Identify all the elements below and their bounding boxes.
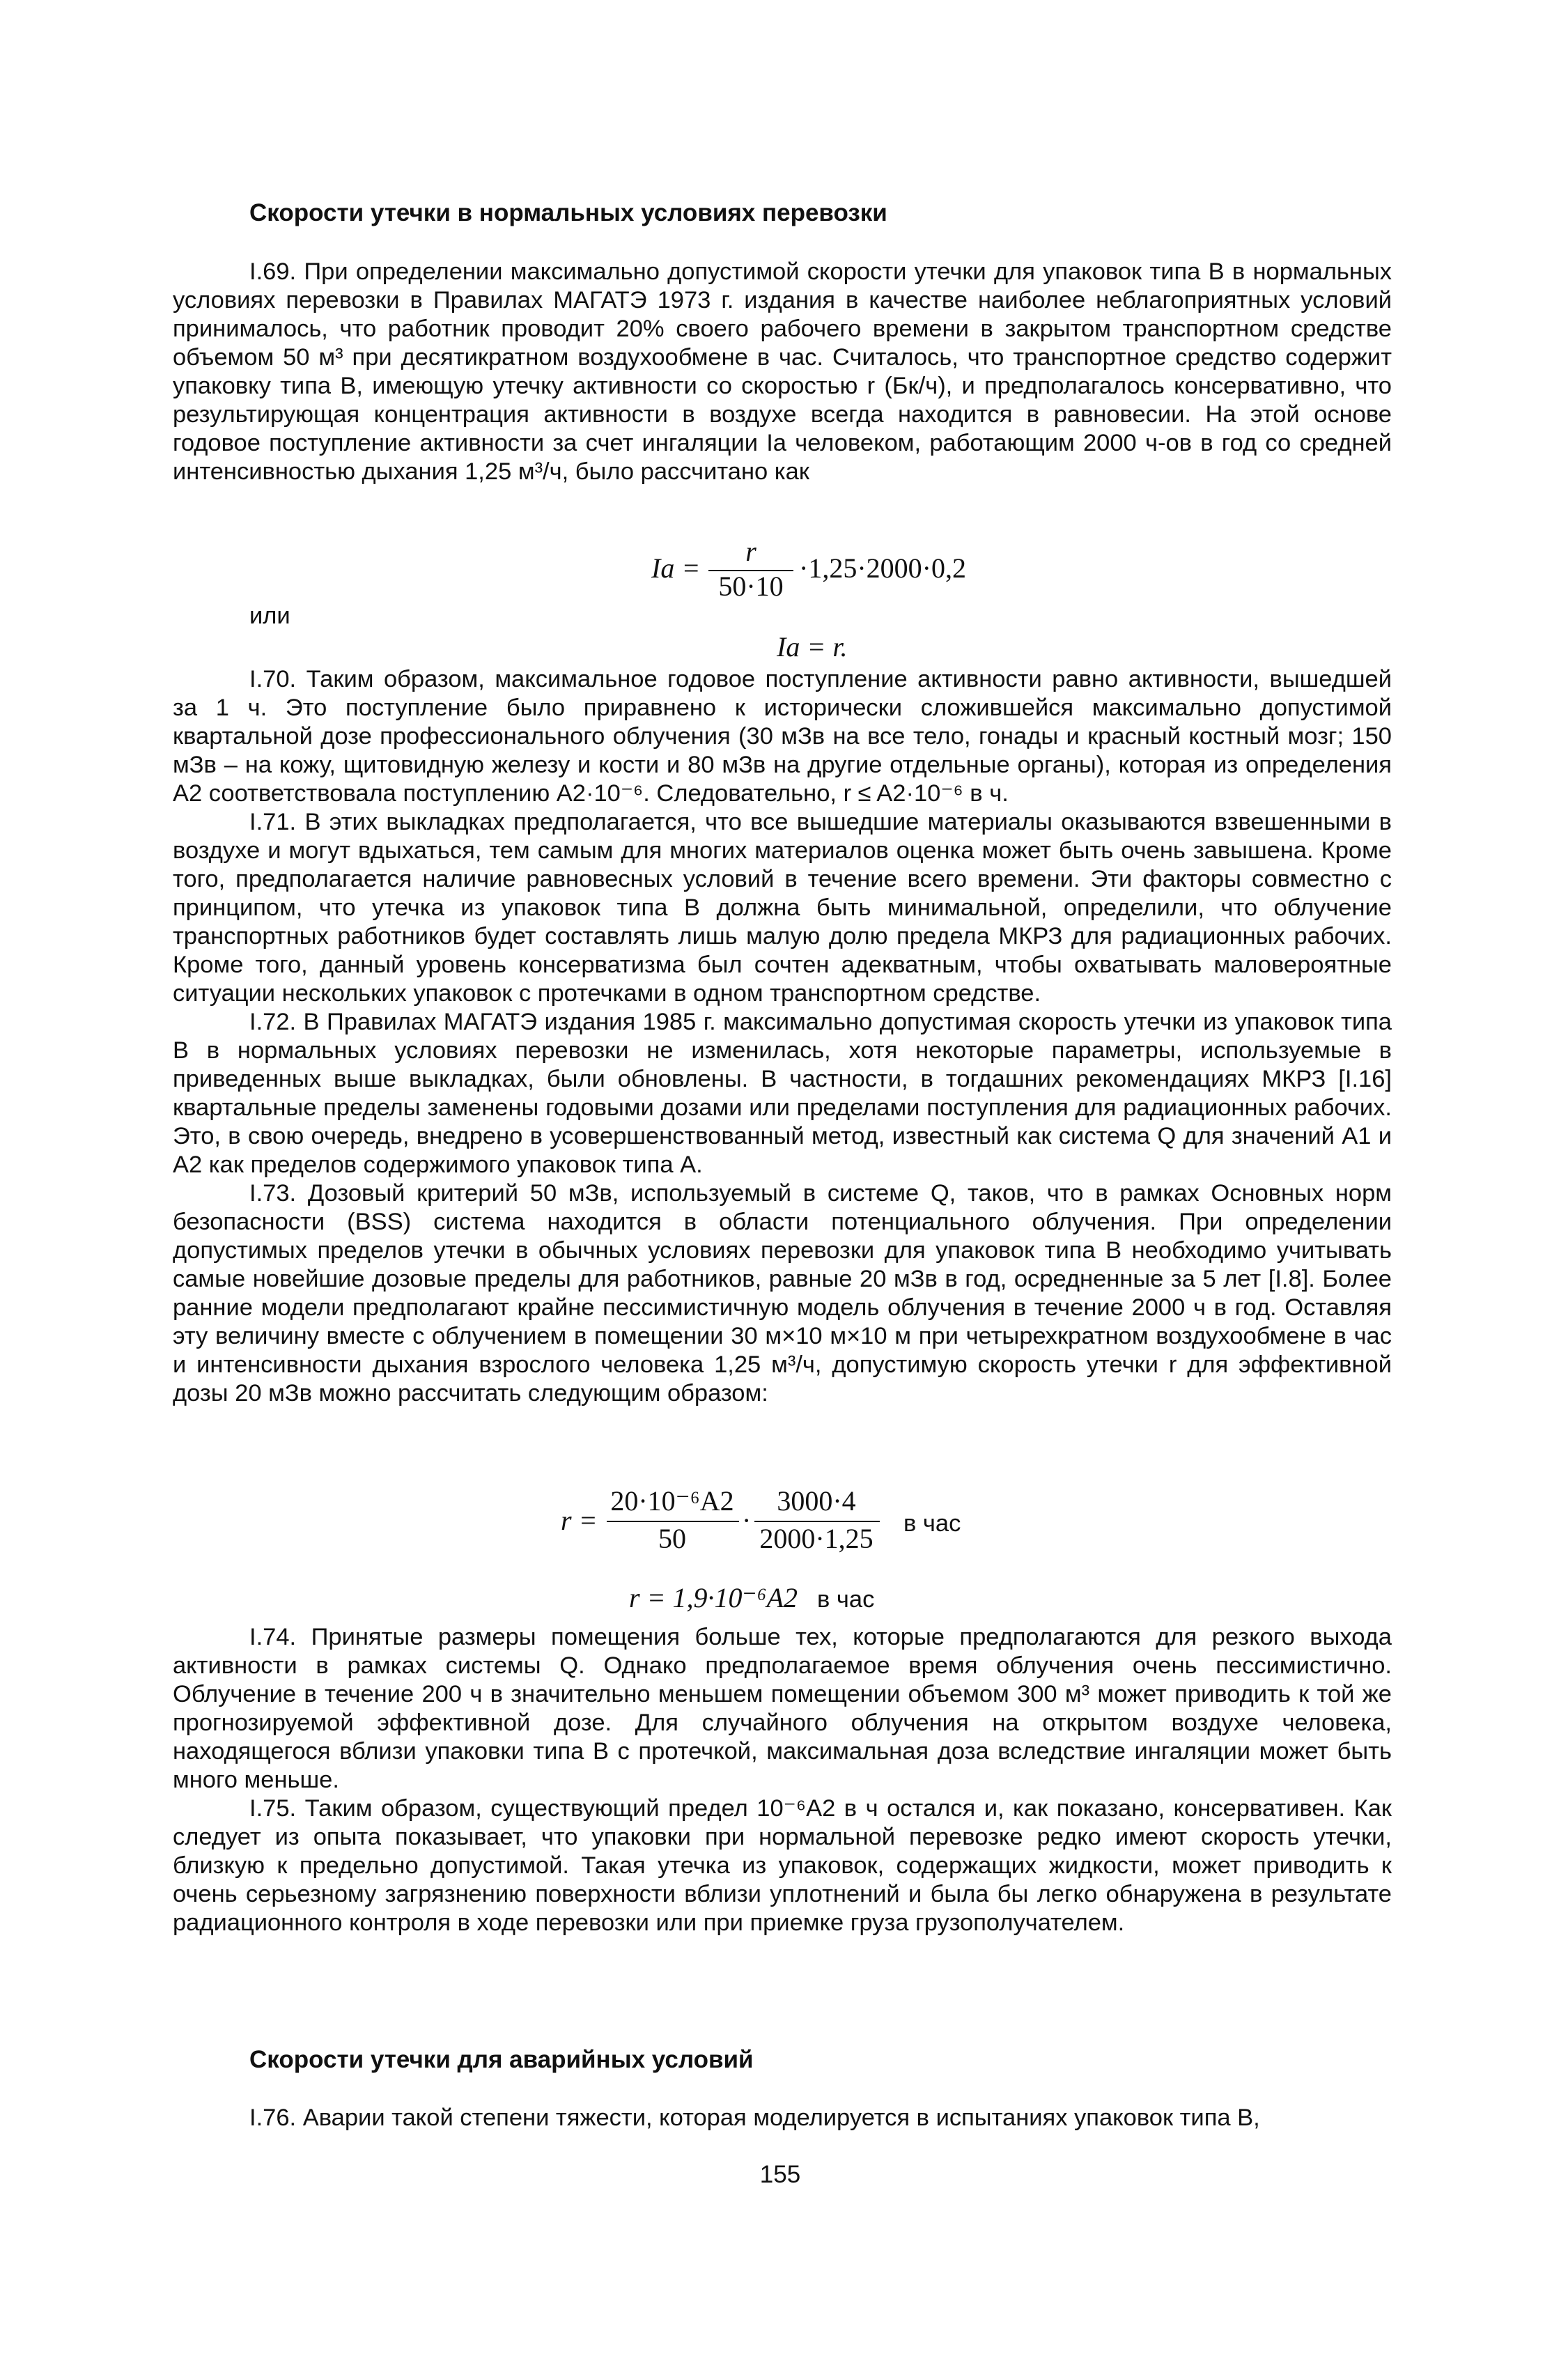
- formula-leak-rate-unit: в час: [903, 1510, 961, 1537]
- paragraph-i69-text: I.69. При определении максимально допустимой скорости утечки для упаковок типа В в нормальных условиях перевозки в Правилах МАГАТЭ 1973 г. издания в качестве наиболее неблагоприятных условий принималось, что работник проводит 20% своего рабочего времени в закрытом транспортном средстве объемом 50 м³ при десятикратном воздухообмене в час. Считалось, что транспортное средство содержит упаковку типа В, имеющую утечку активности со скоростью r (Бк/ч), и предполагалось консервативно, что результирующая концентрация активности в воздухе всегда находится в равновесии. На этой основе годовое поступление активности за счет ингаляции Ia человеком, работающим 2000 ч-ов в год со средней интенсивностью дыхания 1,25 м³/ч, было рассчитано как: [173, 258, 1392, 485]
- formula-leak-rate-lhs: r =: [561, 1505, 598, 1536]
- paragraph-i72-text: I.72. В Правилах МАГАТЭ издания 1985 г. максимально допустимая скорость утечки из упаковок типа В в нормальных условиях перевозки не изменилась, хотя некоторые параметры, используемые в приведенных выше выкладках, были обновлены. В частности, в тогдашних рекомендациях МКРЗ [I.16] квартальные пределы заменены годовыми дозами или пределами поступления для радиационных рабочих. Это, в свою очередь, внедрено в усовершенствованный метод, известный как система Q для значений A1 и A2 как пределов содержимого упаковок типа А.: [173, 1009, 1392, 1178]
- formula-leak-rate: [561, 1485, 993, 1571]
- or-word: или: [249, 603, 290, 629]
- formula-leak-rate-den2: 2000·1,25: [759, 1523, 874, 1554]
- formula-leak-rate-dot: ·: [742, 1505, 752, 1536]
- section-heading-normal-conditions: Скорости утечки в нормальных условиях перевозки: [249, 199, 887, 226]
- section-heading-accident-conditions: Скорости утечки для аварийных условий: [249, 2046, 754, 2073]
- formula-intake-lhs: Ia =: [651, 552, 701, 584]
- paragraph-i76-text: I.76. Аварии такой степени тяжести, которая моделируется в испытаниях упаковок типа В,: [249, 2105, 1260, 2131]
- formula-leak-rate-num2: 3000·4: [777, 1485, 856, 1517]
- paragraph-i69: [173, 258, 1392, 486]
- formula-leak-rate-result-expr: r = 1,9·10⁻⁶A2: [629, 1582, 798, 1613]
- paragraph-i76: [173, 2104, 1392, 2132]
- formula-intake-denominator: 50·10: [718, 571, 784, 602]
- formula-intake-numerator: r: [745, 536, 756, 567]
- formula-intake: [651, 536, 1014, 620]
- formula-leak-rate-result-unit: в час: [817, 1586, 875, 1613]
- paragraph-i73-text: I.73. Дозовый критерий 50 мЗв, используемый в системе Q, таков, что в рамках Основных норм безопасности (BSS) система находится в области потенциального облучения. При определении допустимых пределов утечки в обычных условиях перевозки для упаковок типа В необходимо учитывать самые новейшие дозовые пределы для работников, равные 20 мЗв в год, осредненные за 5 лет [I.8]. Более ранние модели предполагают крайне пессимистичную модель облучения в течение 2000 ч в год. Оставляя эту величину вместе с облучением в помещении 30 м×10 м×10 м при четырехкратном воздухообмене в час и интенсивности дыхания взрослого человека 1,25 м³/ч, допустимую скорость утечки r для эффективной дозы 20 мЗв можно рассчитать следующим образом:: [173, 1180, 1392, 1406]
- paragraphs-i74-i75: [173, 1623, 1392, 1937]
- paragraph-i70-text: I.70. Таким образом, максимальное годовое поступление активности равно активности, вышедшей за 1 ч. Это поступление было приравнено к исторически сложившейся максимально допустимой квартальной дозе профессионального облучения (30 мЗв на все тело, гонады и красный костный мозг; 150 мЗв – на кожу, щитовидную железу и кости и 80 мЗв на другие отдельные органы), которая из определения A2 соответствовала поступлению A2·10⁻⁶. Следовательно, r ≤ A2·10⁻⁶ в ч.: [173, 666, 1392, 807]
- page-number: 155: [759, 2161, 801, 2188]
- formula-leak-rate-num1: 20·10⁻⁶A2: [610, 1485, 734, 1517]
- paragraph-i71-text: I.71. В этих выкладках предполагается, что все вышедшие материалы оказываются взвешенными в воздухе и могут вдыхаться, тем самым для многих материалов оценка может быть очень завышена. Кроме того, предполагается наличие равновесных условий в течение всего времени. Эти факторы совместно с принципом, что утечка из упаковок типа В должна быть минимальной, определили, что облучение транспортных работников будет составлять лишь малую долю предела МКРЗ для радиационных рабочих. Кроме того, данный уровень консерватизма был сочтен адекватным, чтобы охватывать маловероятные ситуации нескольких упаковок с протечками в одном транспортном средстве.: [173, 809, 1392, 1007]
- formula-intake-factors: ·1,25·2000·0,2: [799, 552, 966, 584]
- formula-leak-rate-den1: 50: [658, 1523, 686, 1554]
- paragraphs-i70-i73: [173, 665, 1392, 1408]
- formula-equality: Ia = r.: [777, 631, 848, 662]
- paragraph-i74-text: I.74. Принятые размеры помещения больше тех, которые предполагаются для резкого выхода активности в рамках системы Q. Однако предполагаемое время облучения очень пессимистично. Облучение в течение 200 ч в значительно меньшем помещении объемом 300 м³ может приводить к той же прогнозируемой эффективной дозе. Для случайного облучения на открытом воздухе человека, находящегося вблизи упаковки типа В с протечкой, максимальная доза вследствие ингаляции может быть много меньше.: [173, 1624, 1392, 1793]
- formula-leak-rate-result: [629, 1581, 922, 1616]
- paragraph-i75-text: I.75. Таким образом, существующий предел 10⁻⁶A2 в ч остался и, как показано, консервативен. Как следует из опыта показывает, что упаковки при нормальной перевозке редко имеют скорость утечки, близкую к предельно допустимой. Такая утечка из упаковок, содержащих жидкости, может приводить к очень серьезному загрязнению поверхности вблизи уплотнений и была бы легко обнаружена в результате радиационного контроля в ходе перевозки или при приемке груза грузополучателем.: [173, 1795, 1392, 1936]
